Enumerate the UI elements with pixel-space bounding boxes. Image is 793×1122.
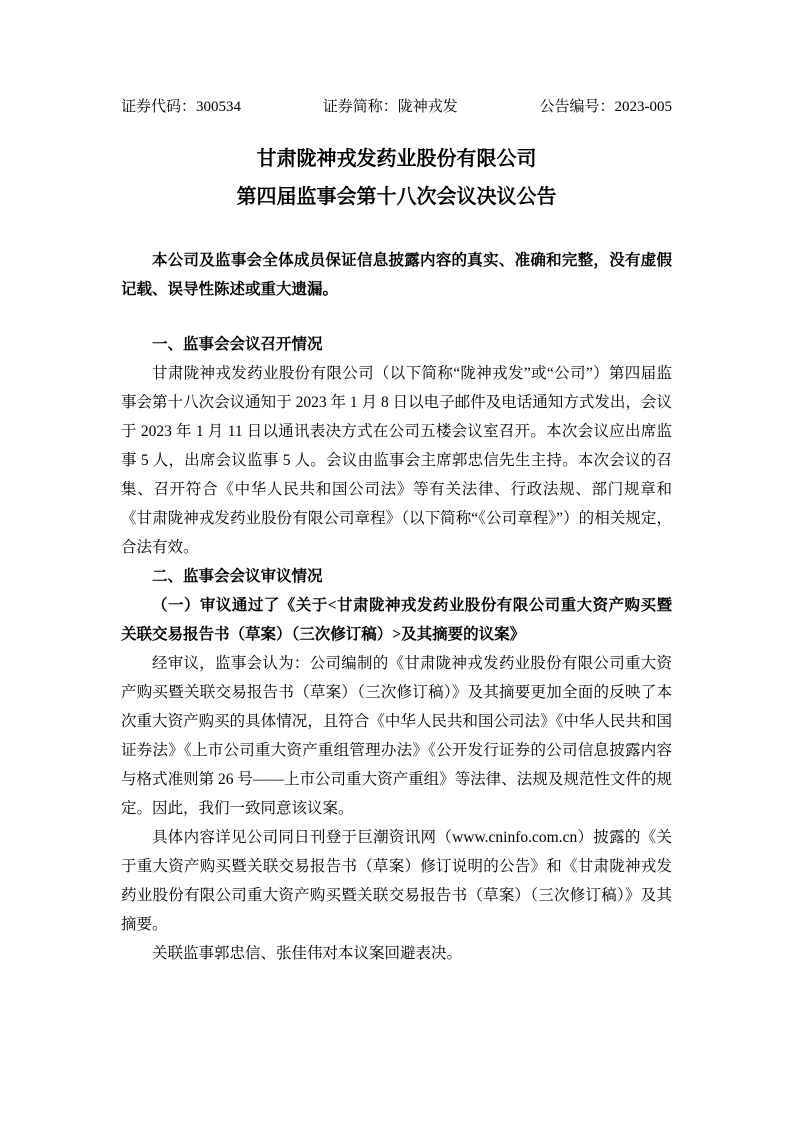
company-name-title: 甘肃陇神戎发药业股份有限公司 bbox=[256, 148, 537, 170]
document-title bbox=[121, 140, 672, 216]
section-heading-meeting-convening: 一、监事会会议召开情况 bbox=[152, 336, 323, 353]
stock-code-label: 证券代码：300534 bbox=[121, 99, 242, 115]
stock-short-name-label: 证券简称：陇神戎发 bbox=[322, 99, 458, 115]
announcement-number-label: 公告编号：2023-005 bbox=[539, 99, 672, 115]
subheading-resolution-item-1: （一）审议通过了《关于<甘肃陇神戎发药业股份有限公司重大资产购买暨关联交易报告书（草案）（三次修订稿）>及其摘要的议案》 bbox=[121, 597, 672, 643]
document-header bbox=[121, 96, 672, 118]
disclaimer-paragraph: 本公司及监事会全体成员保证信息披露内容的真实、准确和完整，没有虚假记载、误导性陈述或重大遗漏。 bbox=[121, 252, 672, 298]
section-heading-meeting-deliberation: 二、监事会会议审议情况 bbox=[152, 568, 323, 585]
meeting-resolution-title: 第四届监事会第十八次会议决议公告 bbox=[236, 186, 557, 208]
paragraph-disclosure-reference: 具体内容详见公司同日刊登于巨潮资讯网（www.cninfo.com.cn）披露的《关于重大资产购买暨关联交易报告书（草案）修订说明的公告》和《甘肃陇神戎发药业股份有限公司重大资产购买暨关联交易报告书（草案）（三次修订稿）》及其摘要。 bbox=[121, 829, 672, 933]
paragraph-abstention-note: 关联监事郭忠信、张佳伟对本议案回避表决。 bbox=[152, 945, 463, 962]
paragraph-meeting-convening-details: 甘肃陇神戎发药业股份有限公司（以下简称“陇神戎发”或“公司”）第四届监事会第十八次会议通知于 2023 年 1 月 8 日以电子邮件及电话通知方式发出，会议于 2023 年 1 月 11 日以通讯表决方式在公司五楼会议室召开。本次会议应出席监事 5 人，出席会议监事 5 人。会议由监事会主席郭忠信先生主持。本次会议的召集、召开符合《中华人民共和国公司法》等有关法律、行政法规、部门规章和《甘肃陇神戎发药业股份有限公司章程》（以下简称“《公司章程》”）的相关规定，合法有效。 bbox=[121, 365, 672, 556]
paragraph-deliberation-opinion: 经审议，监事会认为：公司编制的《甘肃陇神戎发药业股份有限公司重大资产购买暨关联交易报告书（草案）（三次修订稿）》及其摘要更加全面的反映了本次重大资产购买的具体情况，且符合《中华人民共和国公司法》《中华人民共和国证券法》《上市公司重大资产重组管理办法》《公开发行证券的公司信息披露内容与格式准则第 26 号——上市公司重大资产重组》等法律、法规及规范性文件的规定。因此，我们一致同意该议案。 bbox=[121, 655, 672, 817]
